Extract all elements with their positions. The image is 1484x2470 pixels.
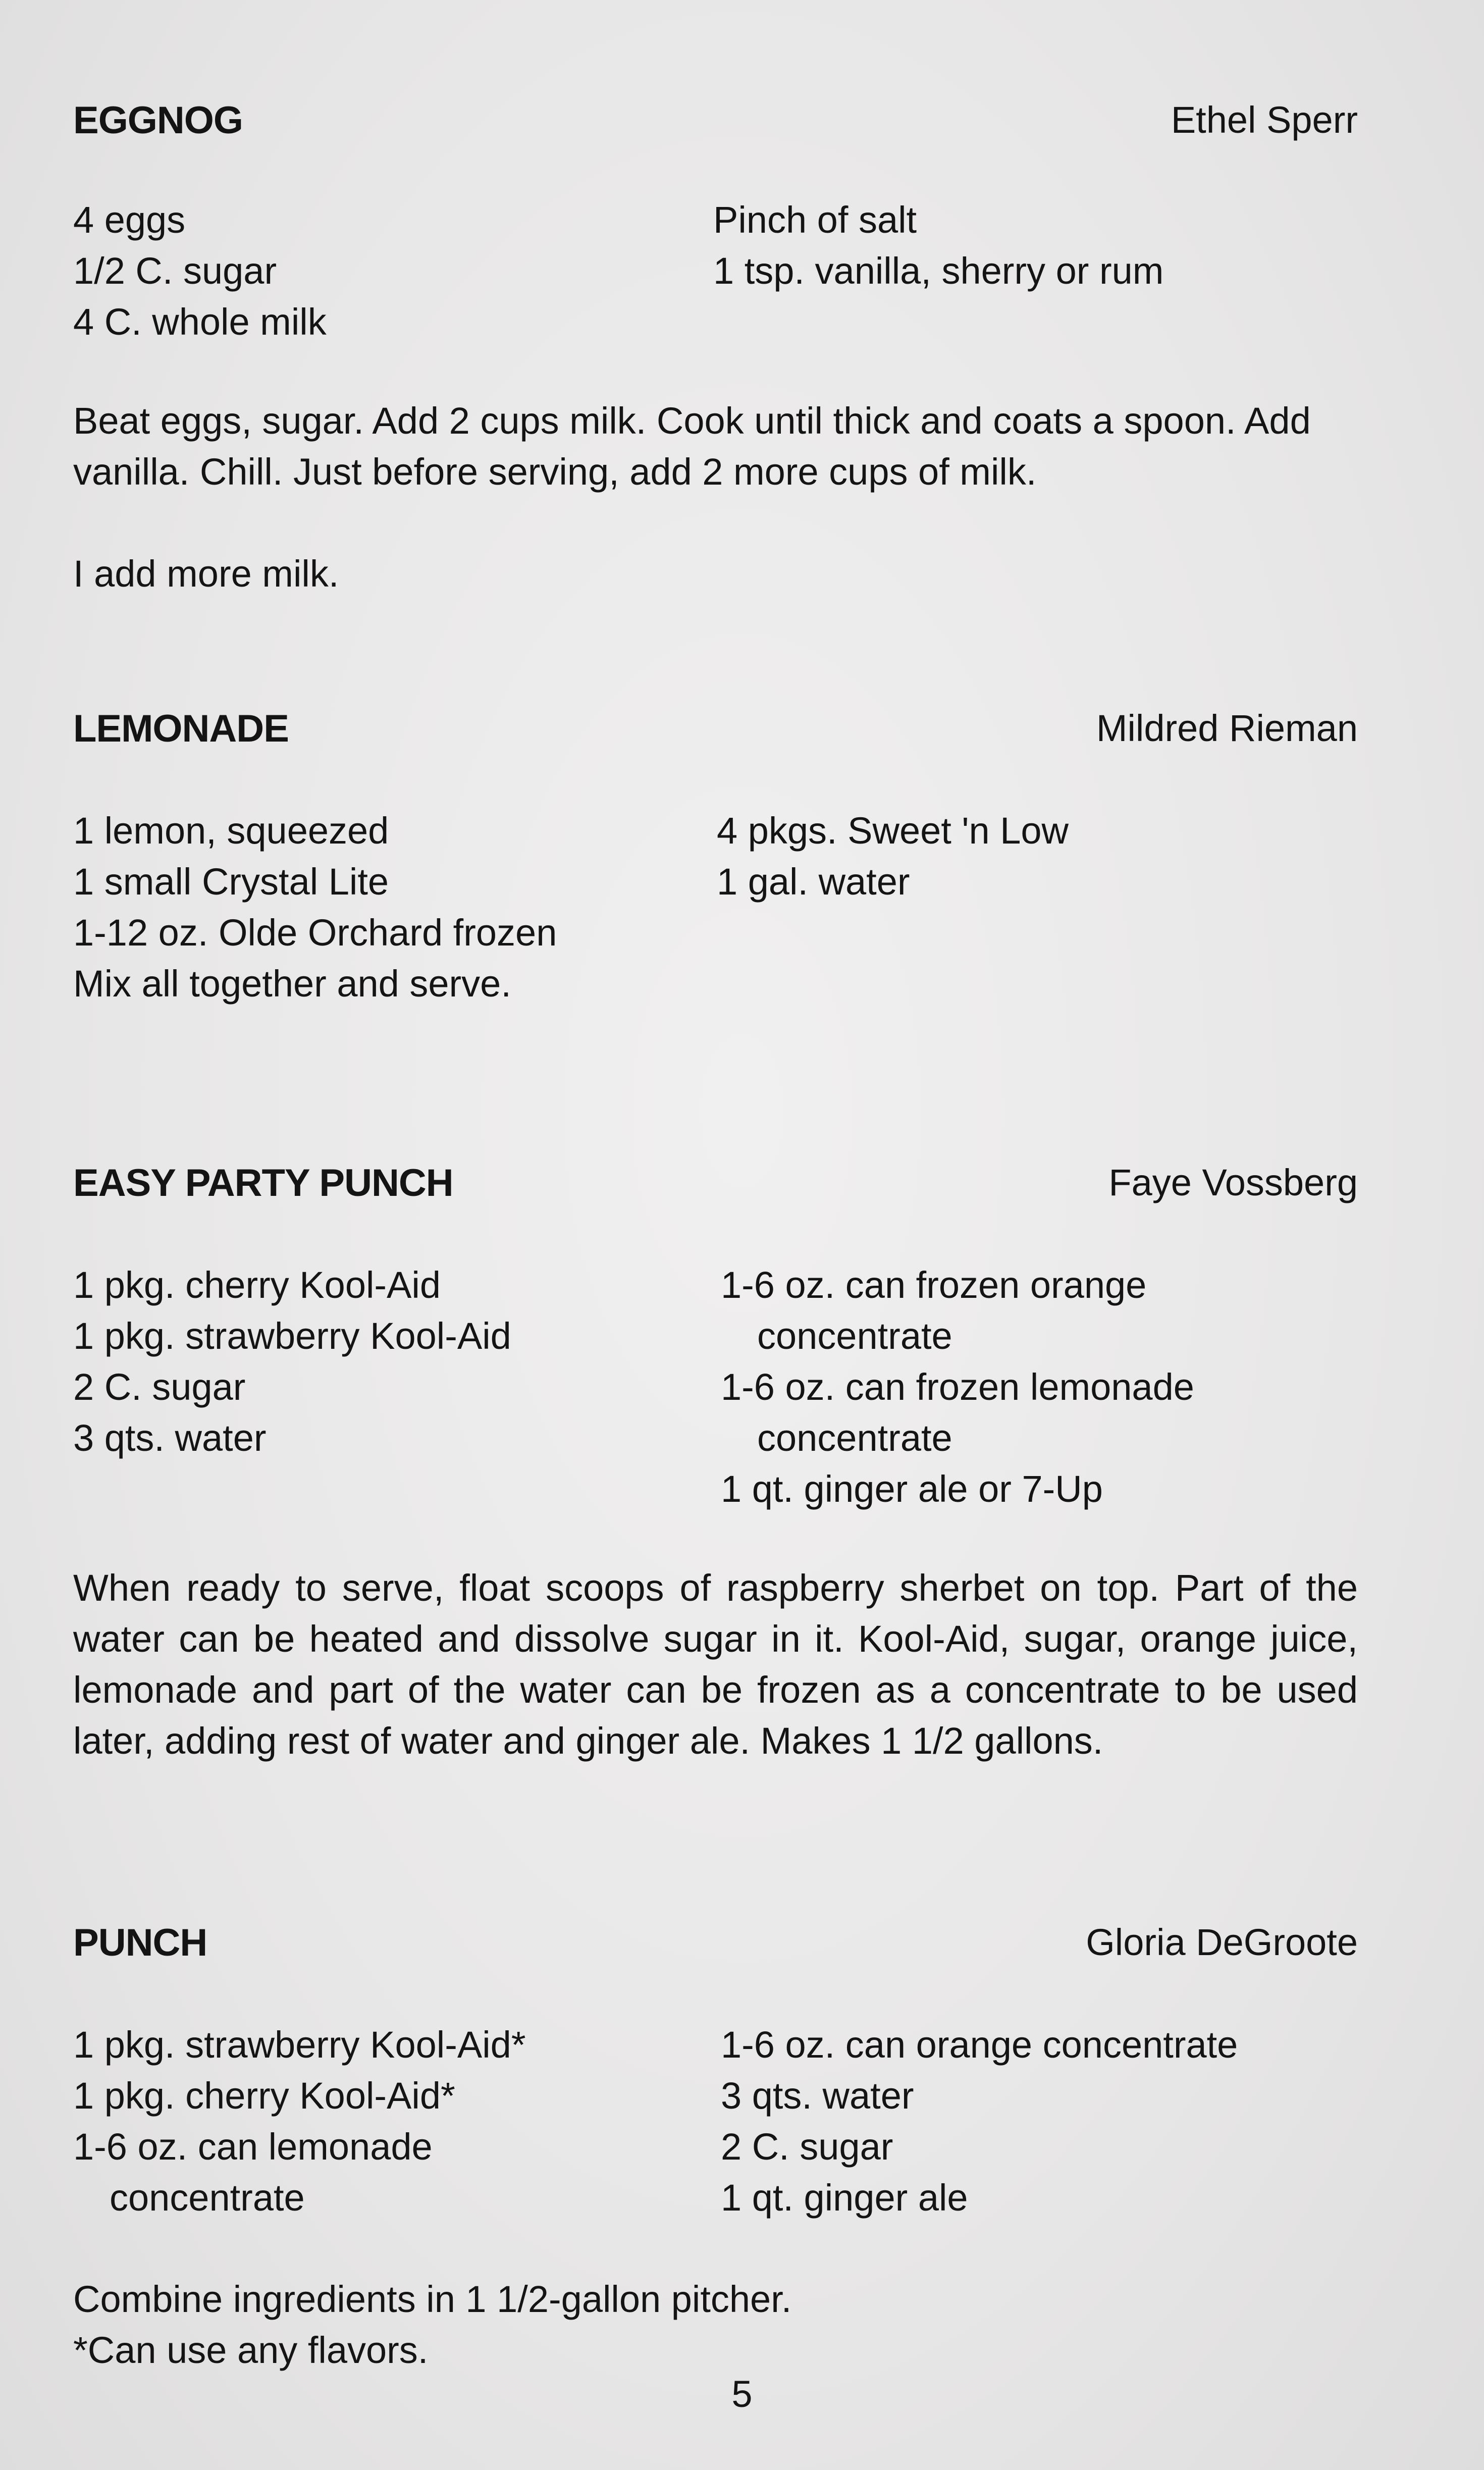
- ingredient: 1 qt. ginger ale: [721, 2177, 968, 2219]
- ingredients-left-column: [73, 194, 327, 347]
- directions: Beat eggs, sugar. Add 2 cups milk. Cook until thick and coats a spoon. Add vanilla. Chill. Just before serving, add 2 more cups of milk.: [73, 400, 1311, 493]
- recipe-title: EASY PARTY PUNCH: [73, 1162, 453, 1204]
- footnote: *Can use any flavors.: [73, 2329, 429, 2371]
- ingredient: 1 qt. ginger ale or 7-Up: [721, 1468, 1103, 1510]
- recipe-punch: [73, 1921, 1358, 2376]
- ingredients-right-column: [717, 805, 1069, 907]
- ingredient: 1/2 C. sugar: [73, 250, 277, 292]
- ingredients-list: [73, 194, 1358, 347]
- directions: When ready to serve, float scoops of raspberry sherbet on top. Part of the water can be heated and dissolve sugar in it. Kool-Aid, sugar, orange juice, lemonade and part of the water can be frozen as a concentrate to be used later, adding rest of water and ginger ale. Makes 1 1/2 gallons.: [73, 1567, 1358, 1762]
- ingredient: 2 C. sugar: [73, 1366, 246, 1408]
- recipe-eggnog: [73, 98, 1358, 599]
- ingredient-continuation: concentrate: [757, 1417, 952, 1459]
- ingredients-right-column: [713, 194, 1163, 296]
- ingredient: 1 pkg. cherry Kool-Aid*: [73, 2075, 455, 2117]
- ingredients-list: [73, 805, 1358, 958]
- recipe-title: EGGNOG: [73, 99, 243, 142]
- ingredients-list: [73, 2019, 1358, 2223]
- ingredient: 1 pkg. cherry Kool-Aid: [73, 1264, 441, 1306]
- ingredient: 3 qts. water: [721, 2075, 914, 2117]
- recipe-header: [73, 98, 1358, 146]
- directions: Mix all together and serve.: [73, 963, 511, 1005]
- ingredient-continuation: concentrate: [757, 1315, 952, 1357]
- ingredient: 4 pkgs. Sweet 'n Low: [717, 810, 1069, 852]
- ingredients-left-column: [73, 2019, 526, 2223]
- recipe-title: LEMONADE: [73, 707, 289, 750]
- directions: Combine ingredients in 1 1/2-gallon pitcher.: [73, 2278, 792, 2320]
- ingredient: 1 small Crystal Lite: [73, 861, 389, 903]
- note: I add more milk.: [73, 553, 339, 595]
- recipe-lemonade: [73, 707, 1358, 1009]
- ingredient: 3 qts. water: [73, 1417, 267, 1459]
- ingredient: 4 eggs: [73, 199, 186, 241]
- ingredient: 1-6 oz. can frozen orange: [721, 1264, 1147, 1306]
- ingredient: 1 lemon, squeezed: [73, 810, 389, 852]
- recipe-header: [73, 1161, 1358, 1209]
- ingredient: 1-6 oz. can lemonade: [73, 2126, 433, 2168]
- ingredient: 4 C. whole milk: [73, 301, 327, 343]
- page-number: 5: [731, 2373, 753, 2415]
- recipe-author: Gloria DeGroote: [1086, 1921, 1358, 1963]
- ingredient: 1-6 oz. can frozen lemonade: [721, 1366, 1194, 1408]
- ingredient: 1 tsp. vanilla, sherry or rum: [713, 250, 1164, 292]
- ingredient: 1 pkg. strawberry Kool-Aid: [73, 1315, 511, 1357]
- ingredients-right-column: [721, 1259, 1194, 1514]
- ingredient: 1-6 oz. can orange concentrate: [721, 2024, 1238, 2066]
- ingredient: 2 C. sugar: [721, 2126, 893, 2168]
- recipe-author: Faye Vossberg: [1108, 1162, 1358, 1203]
- recipe-author: Mildred Rieman: [1096, 707, 1358, 749]
- recipe-header: [73, 707, 1358, 755]
- ingredient: 1-12 oz. Olde Orchard frozen: [73, 912, 557, 954]
- recipe-author: Ethel Sperr: [1171, 99, 1358, 141]
- ingredient-continuation: concentrate: [110, 2177, 305, 2219]
- recipe-header: [73, 1921, 1358, 1969]
- ingredient: 1 pkg. strawberry Kool-Aid*: [73, 2024, 526, 2066]
- ingredient: 1 gal. water: [717, 861, 910, 903]
- recipe-title: PUNCH: [73, 1921, 207, 1964]
- ingredients-right-column: [721, 2019, 1238, 2223]
- ingredients-left-column: [73, 1259, 511, 1463]
- ingredient: Pinch of salt: [713, 199, 917, 241]
- ingredients-left-column: [73, 805, 557, 958]
- recipe-easy-party-punch: [73, 1161, 1358, 1766]
- ingredients-list: [73, 1259, 1358, 1514]
